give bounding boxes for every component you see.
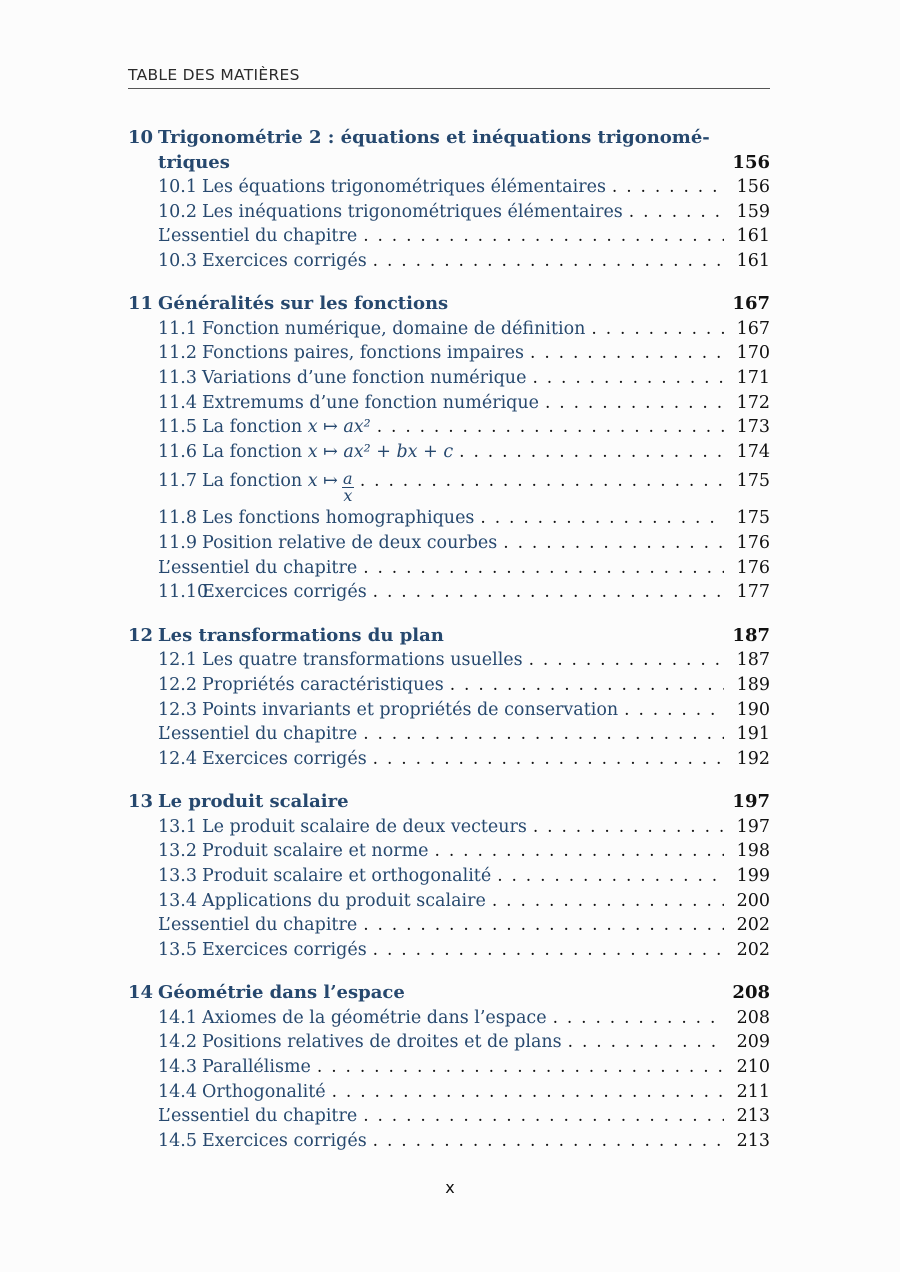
dot-leader: [503, 531, 724, 556]
chapter-12: [128, 624, 770, 771]
dot-leader: [373, 580, 724, 605]
section-page: 156: [736, 177, 770, 197]
section-number: 12.4: [158, 748, 197, 769]
chapter-number: 12: [128, 624, 154, 646]
dot-leader: [624, 698, 724, 723]
dot-leader: [363, 224, 724, 249]
chapter-title: Trigonométrie 2 : équations et inéquations trigonomé-: [158, 127, 710, 148]
section-page: 187: [736, 650, 770, 671]
chapter-title: Géométrie dans l’espace: [158, 982, 405, 1004]
toc-entry[interactable]: [128, 506, 770, 531]
toc-entry[interactable]: [128, 1104, 770, 1129]
section-title: Exercices corrigés: [202, 939, 367, 960]
toc-entry[interactable]: [128, 938, 770, 963]
chapter-heading[interactable]: [128, 126, 770, 151]
toc-entry[interactable]: [128, 913, 770, 938]
section-title: L’essentiel du chapitre: [158, 557, 358, 578]
section-page: 175: [736, 508, 770, 529]
section-number: 12.1: [158, 650, 197, 671]
math-expression: x ↦ ax² + bx + c: [307, 441, 454, 462]
toc-entry[interactable]: [128, 366, 770, 391]
section-title: Axiomes de la géométrie dans l’espace: [202, 1007, 547, 1028]
section-title: Fonction numérique, domaine de définition: [202, 318, 586, 339]
dot-leader: [480, 506, 724, 531]
toc-entry[interactable]: [128, 815, 770, 840]
dot-leader: [530, 341, 724, 366]
section-number: 12.3: [158, 699, 197, 720]
section-page: 197: [736, 816, 770, 837]
chapter-page: 187: [732, 624, 770, 646]
chapter-title-continued: triques: [158, 151, 230, 173]
section-page: 161: [736, 226, 770, 247]
section-page: 189: [736, 674, 770, 695]
section-title: Produit scalaire et orthogonalité: [202, 865, 492, 886]
section-number: 14.1: [158, 1007, 197, 1028]
section-title: La fonction: [202, 441, 303, 462]
section-title: Les quatre transformations usuelles: [202, 650, 523, 671]
section-page: 202: [736, 939, 770, 960]
fraction: [342, 471, 354, 504]
chapter-14: [128, 981, 770, 1153]
toc-entry[interactable]: [128, 249, 770, 274]
dot-leader: [363, 556, 724, 581]
toc-entry[interactable]: [128, 1080, 770, 1105]
dot-leader: [532, 366, 724, 391]
table-of-contents: [128, 126, 770, 1172]
section-number: 12.2: [158, 674, 197, 695]
chapter-page: 208: [732, 982, 770, 1004]
dot-leader: [450, 673, 724, 698]
section-number: 14.3: [158, 1057, 197, 1078]
section-page: 198: [736, 841, 770, 862]
section-page: 211: [736, 1081, 770, 1102]
chapter-heading[interactable]: [128, 790, 770, 815]
toc-entry[interactable]: [128, 391, 770, 416]
section-title: Points invariants et propriétés de conservation: [202, 699, 619, 720]
toc-entry[interactable]: [128, 415, 770, 440]
dot-leader: [629, 200, 724, 225]
chapter-13: [128, 790, 770, 962]
section-number: 10.2: [158, 201, 197, 222]
section-title: Variations d’une fonction numérique: [202, 368, 527, 389]
toc-entry[interactable]: [128, 556, 770, 581]
section-title: L’essentiel du chapitre: [158, 1106, 358, 1127]
chapter-number: 13: [128, 791, 154, 813]
section-number: 14.4: [158, 1081, 197, 1102]
toc-entry[interactable]: [128, 440, 770, 465]
section-page: 172: [736, 392, 770, 413]
dot-leader: [332, 1080, 724, 1105]
section-page: 167: [736, 318, 770, 339]
section-page: 199: [736, 865, 770, 886]
section-number: 10.3: [158, 250, 197, 271]
section-title: Les inéquations trigonométriques élémentaires: [202, 201, 623, 222]
chapter-10: [128, 126, 770, 273]
section-title: La fonction: [202, 417, 303, 438]
section-number: 14.5: [158, 1130, 197, 1151]
section-title: L’essentiel du chapitre: [158, 226, 358, 247]
chapter-heading-continued[interactable]: [128, 151, 770, 176]
section-number: 11.2: [158, 343, 197, 364]
chapter-number: 11: [128, 293, 154, 315]
section-page: 173: [736, 417, 770, 438]
section-number: 13.5: [158, 939, 197, 960]
chapter-number: 10: [128, 127, 154, 148]
section-page: 171: [736, 368, 770, 389]
toc-entry[interactable]: [128, 317, 770, 342]
section-page: 200: [736, 890, 770, 911]
section-number: 10.1: [158, 177, 197, 197]
section-page: 209: [736, 1032, 770, 1053]
section-title: Les équations trigonométriques élémentaires: [202, 177, 606, 197]
section-title: Exercices corrigés: [202, 748, 367, 769]
toc-entry[interactable]: [128, 531, 770, 556]
section-page: 175: [736, 471, 770, 492]
dot-leader: [553, 1006, 724, 1031]
dot-leader: [612, 175, 724, 200]
dot-leader: [497, 864, 724, 889]
toc-entry[interactable]: [128, 341, 770, 366]
toc-entry[interactable]: [128, 200, 770, 225]
section-number: 13.1: [158, 816, 197, 837]
fraction-denominator: x: [343, 486, 353, 506]
dot-leader: [492, 889, 724, 914]
page-number: x: [445, 1178, 455, 1197]
section-number: 11.5: [158, 417, 197, 438]
chapter-title: Les transformations du plan: [158, 624, 444, 646]
section-title: Le produit scalaire de deux vecteurs: [202, 816, 527, 837]
section-title: Exercices corrigés: [202, 582, 367, 603]
dot-leader: [377, 415, 724, 440]
section-title: Position relative de deux courbes: [202, 533, 498, 554]
section-page: 177: [736, 582, 770, 603]
section-number: 11.10: [158, 582, 209, 603]
section-number: 11.4: [158, 392, 197, 413]
section-title: Extremums d’une fonction numérique: [202, 392, 539, 413]
section-title: Les fonctions homographiques: [202, 508, 475, 529]
section-page: 174: [736, 441, 770, 462]
toc-entry[interactable]: [128, 464, 770, 506]
section-title: L’essentiel du chapitre: [158, 724, 358, 745]
section-page: 161: [736, 250, 770, 271]
section-page: 190: [736, 699, 770, 720]
chapter-title: Généralités sur les fonctions: [158, 293, 449, 315]
section-page: 191: [736, 724, 770, 745]
toc-entry[interactable]: [128, 1129, 770, 1154]
section-page: 210: [736, 1057, 770, 1078]
section-page: 213: [736, 1130, 770, 1151]
math-expression: x ↦ ax²: [307, 417, 371, 438]
section-title: La fonction: [202, 471, 303, 492]
chapter-11: [128, 292, 770, 604]
section-number: 14.2: [158, 1032, 197, 1053]
section-number: 13.3: [158, 865, 197, 886]
section-page: 159: [736, 201, 770, 222]
section-title: L’essentiel du chapitre: [158, 915, 358, 936]
section-number: 11.9: [158, 533, 197, 554]
chapter-page: 167: [732, 293, 770, 315]
toc-entry[interactable]: [128, 1006, 770, 1031]
toc-entry[interactable]: [128, 673, 770, 698]
chapter-heading[interactable]: [128, 981, 770, 1006]
toc-entry[interactable]: [128, 698, 770, 723]
section-page: 170: [736, 343, 770, 364]
dot-leader: [373, 938, 724, 963]
section-page: 176: [736, 533, 770, 554]
dot-leader: [373, 747, 724, 772]
dot-leader: [373, 1129, 724, 1154]
section-number: 11.7: [158, 471, 197, 492]
toc-entry[interactable]: [128, 1030, 770, 1055]
fraction-numerator: a: [343, 469, 353, 489]
toc-entry[interactable]: [128, 889, 770, 914]
toc-entry[interactable]: [128, 648, 770, 673]
dot-leader: [373, 249, 724, 274]
dot-leader: [363, 722, 724, 747]
section-number: 11.6: [158, 441, 197, 462]
section-page: 202: [736, 915, 770, 936]
dot-leader: [529, 648, 724, 673]
section-page: 213: [736, 1106, 770, 1127]
section-title: Positions relatives de droites et de plans: [202, 1032, 562, 1053]
section-title: Parallélisme: [202, 1057, 311, 1078]
math-expression: x ↦: [307, 471, 338, 492]
section-title: Applications du produit scalaire: [202, 890, 486, 911]
toc-entry[interactable]: [128, 580, 770, 605]
dot-leader: [360, 464, 724, 498]
toc-entry[interactable]: [128, 722, 770, 747]
chapter-page: 197: [732, 791, 770, 813]
section-title: Orthogonalité: [202, 1081, 326, 1102]
chapter-number: 14: [128, 982, 154, 1004]
chapter-heading[interactable]: [128, 292, 770, 317]
chapter-heading[interactable]: [128, 624, 770, 649]
section-number: 11.8: [158, 508, 197, 529]
section-title: Produit scalaire et norme: [202, 841, 429, 862]
section-number: 13.4: [158, 890, 197, 911]
running-header: TABLE DES MATIÈRES: [128, 66, 770, 89]
section-title: Exercices corrigés: [202, 1130, 367, 1151]
chapter-page: 156: [732, 151, 770, 173]
toc-entry[interactable]: [128, 747, 770, 772]
section-title: Propriétés caractéristiques: [202, 674, 444, 695]
section-page: 176: [736, 557, 770, 578]
section-page: 208: [736, 1007, 770, 1028]
section-title: Exercices corrigés: [202, 250, 367, 271]
section-number: 11.3: [158, 368, 197, 389]
dot-leader: [591, 317, 724, 342]
chapter-title: Le produit scalaire: [158, 791, 349, 813]
toc-entry[interactable]: [128, 1055, 770, 1080]
dot-leader: [363, 1104, 724, 1129]
section-page: 192: [736, 748, 770, 769]
dot-leader: [545, 391, 724, 416]
dot-leader: [568, 1030, 724, 1055]
toc-entry[interactable]: [128, 864, 770, 889]
dot-leader: [363, 913, 724, 938]
toc-entry[interactable]: [128, 175, 770, 200]
toc-entry[interactable]: [128, 839, 770, 864]
dot-leader: [459, 440, 724, 465]
toc-entry[interactable]: [128, 224, 770, 249]
dot-leader: [317, 1055, 724, 1080]
section-number: 11.1: [158, 318, 197, 339]
section-title: Fonctions paires, fonctions impaires: [202, 343, 525, 364]
section-number: 13.2: [158, 841, 197, 862]
dot-leader: [435, 839, 724, 864]
dot-leader: [533, 815, 724, 840]
